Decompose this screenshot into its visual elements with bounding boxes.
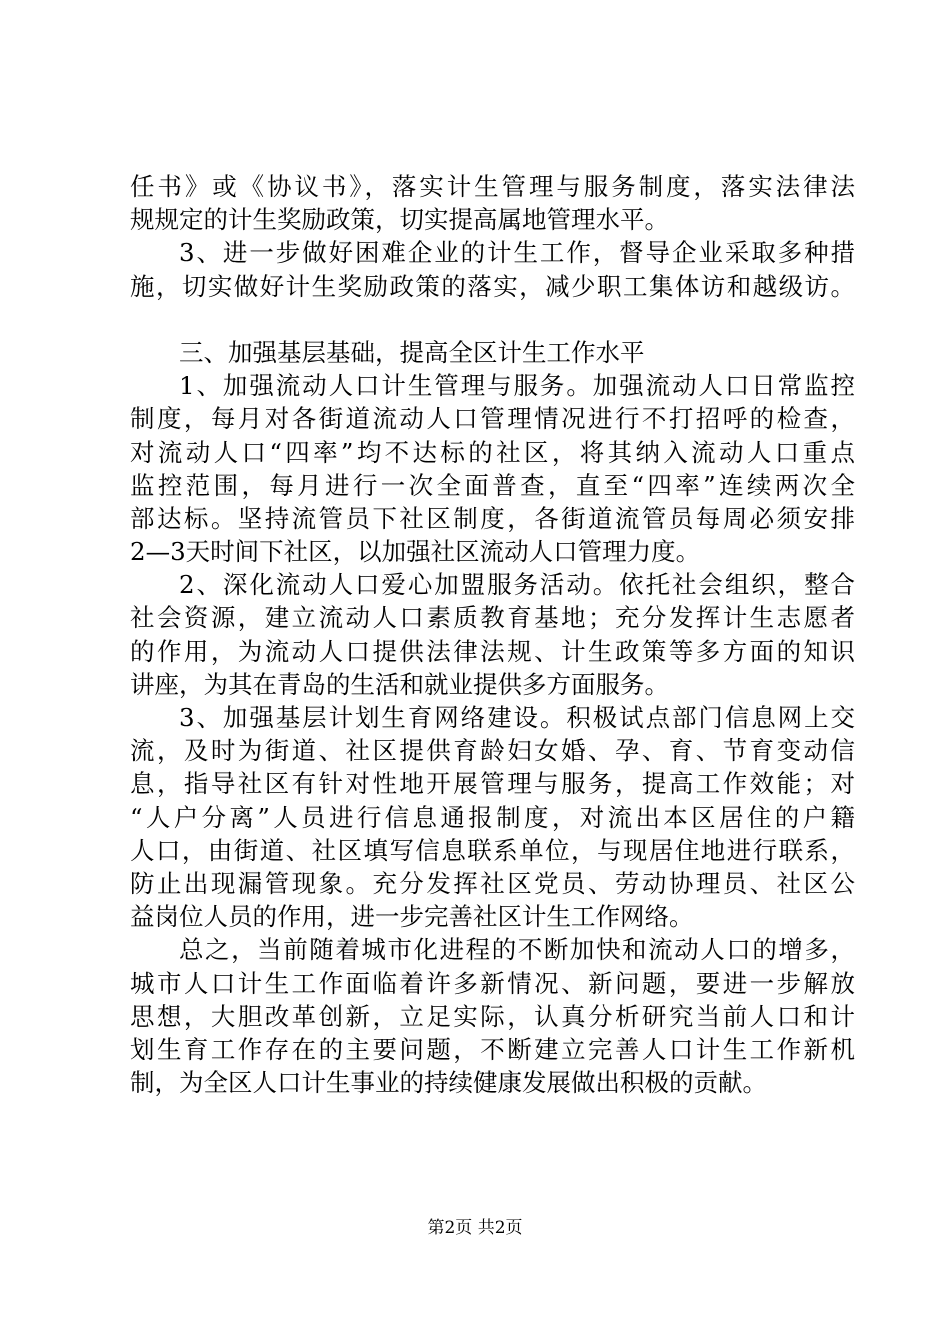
text-line: 讲座，为其在青岛的生活和就业提供多方面服务。: [130, 669, 669, 699]
text-line: 城市人口计生工作面临着许多新情况、新问题，要进一步解放: [130, 968, 855, 998]
text-line: 监控范围，每月进行一次全面普查，直至“四率”连续两次全: [130, 470, 855, 500]
text-line: 施，切实做好计生奖励政策的落实，减少职工集体访和越级访。: [130, 271, 855, 301]
text-line: 对流动人口“四率”均不达标的社区，将其纳入流动人口重点: [130, 437, 855, 467]
text-line: 规规定的计生奖励政策，切实提高属地管理水平。: [130, 205, 669, 235]
text-line: 息，指导社区有针对性地开展管理与服务，提高工作效能；对: [130, 769, 855, 799]
text-line: 3、进一步做好困难企业的计生工作，督导企业采取多种措: [179, 238, 855, 268]
text-line: 划生育工作存在的主要问题，不断建立完善人口计生工作新机: [130, 1034, 855, 1064]
text-line: 1、加强流动人口计生管理与服务。加强流动人口日常监控: [179, 371, 855, 401]
text-line: 3、加强基层计划生育网络建设。积极试点部门信息网上交: [179, 703, 855, 732]
page-number: 第2页 共2页: [427, 1218, 523, 1238]
paragraph-gap: [130, 303, 855, 336]
text-line: 防止出现漏管现象。充分发挥社区党员、劳动协理员、社区公: [130, 868, 855, 898]
text-line: 的作用，为流动人口提供法律法规、计生政策等多方面的知识: [130, 636, 855, 666]
text-line: 2、深化流动人口爱心加盟服务活动。依托社会组织，整合: [179, 570, 855, 600]
text-line: 2—3天时间下社区，以加强社区流动人口管理力度。: [130, 537, 701, 567]
page-footer: [0, 1218, 950, 1238]
document-body: [130, 170, 855, 1099]
text-line: 益岗位人员的作用，进一步完善社区计生工作网络。: [130, 902, 694, 932]
text-line: 任书》或《协议书》，落实计生管理与服务制度，落实法律法: [130, 172, 855, 201]
text-line: 总之，当前随着城市化进程的不断加快和流动人口的增多，: [179, 935, 855, 965]
text-line: 人口，由街道、社区填写信息联系单位，与现居住地进行联系，: [130, 835, 855, 865]
text-line: 部达标。坚持流管员下社区制度，各街道流管员每周必须安排: [130, 503, 855, 533]
section-heading: 三、加强基层基础，提高全区计生工作水平: [179, 337, 645, 367]
text-line: 社会资源，建立流动人口素质教育基地；充分发挥计生志愿者: [130, 603, 855, 633]
text-line: 思想，大胆改革创新，立足实际，认真分析研究当前人口和计: [130, 1001, 855, 1031]
text-line: 制度，每月对各街道流动人口管理情况进行不打招呼的检查，: [130, 404, 855, 434]
text-line: 制，为全区人口计生事业的持续健康发展做出积极的贡献。: [130, 1068, 767, 1098]
text-line: 流，及时为街道、社区提供育龄妇女婚、孕、育、节育变动信: [130, 736, 855, 766]
text-line: “人户分离”人员进行信息通报制度，对流出本区居住的户籍: [130, 802, 855, 832]
